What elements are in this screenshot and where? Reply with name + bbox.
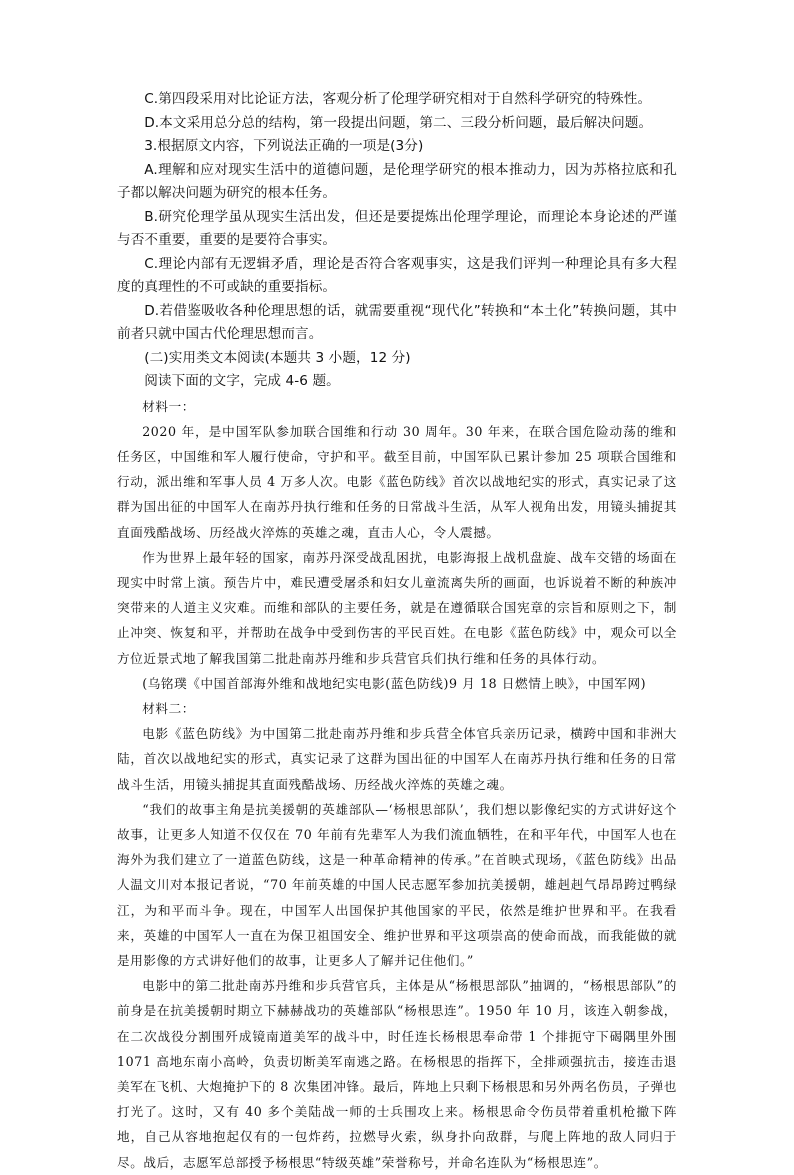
- material2-label: 材料二：: [142, 700, 195, 716]
- option-c-q2: C.第四段采用对比论证方法，客观分析了伦理学研究相对于自然科学研究的特殊性。: [144, 91, 652, 107]
- question-3: 3.根据原文内容，下列说法正确的一项是(3分): [144, 138, 424, 154]
- material1-paragraph-2: 作为世界上最年轻的国家，南苏丹深受战乱困扰，电影海报上战机盘旋、战车交错的场面在现实中时常上演。预告片中，难民遭受屠杀和妇女儿童流离失所的画面，也诉说着不断的种族冲突带来的人道主义灾难。而维和部队的主要任务，就是在遵循联合国宪章的宗旨和原则之下，制止冲突、恢复和平，并帮助在战争中受到伤害的平民百姓。在电影《蓝色防线》中，观众可以全方位近景式地了解我国第二批赴南苏丹维和步兵营官兵们执行维和任务的具体行动。: [117, 549, 677, 666]
- option-b-q3: B.研究伦理学虽从现实生活出发，但还是要提炼出伦理学理论，而理论本身论述的严谨与否不重要，重要的是要符合事实。: [117, 208, 677, 248]
- material2-paragraph-1: 电影《蓝色防线》为中国第二批赴南苏丹维和步兵营全体官兵亲历记录，横跨中国和非洲大陆，首次以战地纪实的形式，真实记录了这群为国出征的中国军人在南苏丹执行维和任务的日常战斗生活，用镜头捕捉其直面残酷战场、历经战火淬炼的英雄之魂。: [117, 726, 677, 792]
- material2-paragraph-2: “我们的故事主角是抗美援朝的英雄部队—‘杨根思部队’，我们想以影像纪实的方式讲好这个故事，让更多人知道不仅仅在 70 年前有先辈军人为我们流血牺牲，在和平年代，中国军人也在海外为我们建立了一道蓝色防线，这是一种革命精神的传承。”在首映式现场，《蓝色防线》出品人温文川对本报记者说，“70 年前英雄的中国人民志愿军参加抗美援朝，雄赳赳气昂昂跨过鸭绿江，为和平而斗争。现在，中国军人出国保护其他国家的平民，依然是维护世界和平。在我看来，英雄的中国军人一直在为保卫祖国安全、维护世界和平这项崇高的使命而战，而我能做的就是用影像的方式讲好他们的故事，让更多人了解并记住他们。”: [117, 801, 677, 968]
- option-d-q2: D.本文采用总分总的结构，第一段提出问题，第二、三段分析问题，最后解决问题。: [144, 114, 653, 131]
- section-title: (二)实用类文本阅读(本题共 3 小题，12 分): [144, 349, 411, 366]
- option-c-q3: C.理论内部有无逻辑矛盾，理论是否符合客观事实，这是我们评判一种理论具有多大程度的真理性的不可或缺的重要指标。: [117, 255, 677, 295]
- option-a-q3: A.理解和应对现实生活中的道德问题，是伦理学研究的根本推动力，因为苏格拉底和孔子都以解决问题为研究的根本任务。: [117, 161, 677, 201]
- material1-source: (乌铭璞《中国首部海外维和战地纪实电影(蓝色防线)9 月 18 日燃情上映》，中国军网): [142, 675, 647, 691]
- option-d-q3: D.若借鉴吸收各种伦理思想的话，就需要重视“现代化”转换和“本土化”转换问题，其中前者只就中国古代伦理思想而言。: [117, 302, 677, 342]
- material1-label: 材料一：: [142, 398, 195, 414]
- material2-paragraph-3: 电影中的第二批赴南苏丹维和步兵营官兵，主体是从“杨根思部队”抽调的，“杨根思部队”的前身是在抗美援朝时期立下赫赫战功的英雄部队“杨根思连”。1950 年 10 月，该连入朝参战，在二次战役分割围歼成镜南道美军的战斗中，时任连长杨根思奉命带 1 个排扼守下碣隅里外围 1071 高地东南小高岭，负责切断美军南逃之路。在杨根思的指挥下，全排顽强抗击，接连击退美军在飞机、大炮掩护下的 8 次集团冲锋。最后，阵地上只剩下杨根思和另外两名伤员，子弹也打光了。这时，又有 40 多个美陆战一师的士兵围攻上来。杨根思命令伤员带着重机枪撤下阵地，自己从容地抱起仅有的一包炸药，拉燃导火索，纵身扑向敌群，与爬上阵地的敌人同归于尽。战后，志愿军总部授予杨根思“特级英雄”荣誉称号，并命名连队为“杨根思连”。: [117, 978, 677, 1170]
- material1-paragraph-1: 2020 年，是中国军队参加联合国维和行动 30 周年。30 年来，在联合国危险动荡的维和任务区，中国维和军人履行使命，守护和平。截至目前，中国军队已累计参加 25 项联合国维和行动，派出维和军事人员 4 万多人次。电影《蓝色防线》首次以战地纪实的形式，真实记录了这群为国出征的中国军人在南苏丹执行维和任务的日常战斗生活，从军人视角出发，用镜头捕捉其直面残酷战场、历经战火淬炼的英雄之魂，直击人心，令人震撼。: [117, 423, 677, 540]
- instruction: 阅读下面的文字，完成 4-6 题。: [144, 373, 340, 389]
